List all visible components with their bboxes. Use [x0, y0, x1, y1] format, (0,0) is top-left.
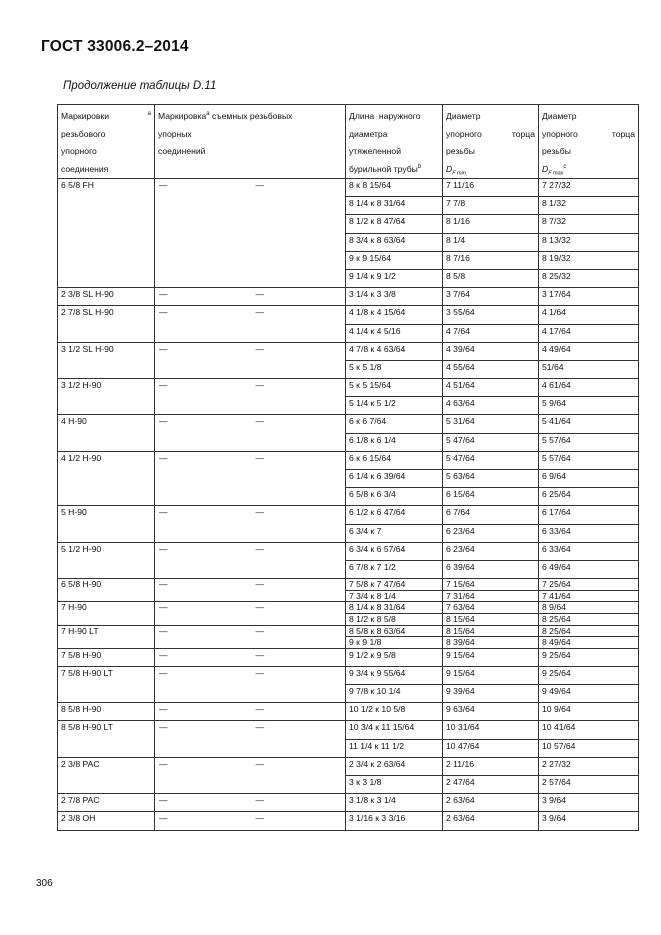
marking-cell: 7 H-90 LT — [58, 625, 155, 648]
dmin-cell: 8 7/16 — [443, 251, 539, 269]
dmin-cell: 6 15/64 — [443, 488, 539, 506]
table-row — [58, 415, 639, 433]
removable-marking-cell-2: — — [250, 579, 346, 602]
dmax-cell: 10 57/64 — [539, 739, 639, 757]
dmax-cell: 9 25/64 — [539, 666, 639, 684]
dmax-cell: 3 9/64 — [539, 794, 639, 812]
marking-cell: 6 5/8 H-90 — [58, 579, 155, 602]
table-row — [58, 721, 639, 739]
removable-marking-cell-2: — — [250, 602, 346, 625]
dmin-cell: 8 15/64 — [443, 613, 539, 625]
marking-cell: 8 5/8 H-90 LT — [58, 721, 155, 757]
dmax-cell: 5 41/64 — [539, 415, 639, 433]
dmax-cell: 3 9/64 — [539, 812, 639, 830]
dmax-cell: 9 49/64 — [539, 685, 639, 703]
removable-marking-cell-2: — — [250, 648, 346, 666]
length-cell: 10 3/4 к 11 15/64 — [346, 721, 443, 739]
footnote-a: а — [206, 111, 210, 118]
header-dmax — [539, 105, 639, 179]
length-cell: 11 1/4 к 11 1/2 — [346, 739, 443, 757]
dmin-cell: 9 15/64 — [443, 666, 539, 684]
dmin-cell: 3 55/64 — [443, 306, 539, 324]
header-marking-line3: упорного — [61, 146, 97, 156]
header-marking: Маркировки а резьбового упорного соединения — [58, 105, 155, 179]
header-removable-line2: упорных — [158, 128, 192, 139]
length-cell: 2 3/4 к 2 63/64 — [346, 757, 443, 775]
dmax-cell: 8 13/32 — [539, 233, 639, 251]
header-dmax-line1: Диаметр — [542, 111, 577, 121]
header-length-line3: утяжеленной — [349, 146, 401, 156]
length-cell: 6 5/8 к 6 3/4 — [346, 488, 443, 506]
header-removable-line1: Маркировка — [158, 111, 207, 121]
dmin-cell: 6 23/64 — [443, 524, 539, 542]
marking-cell: 3 1/2 SL H-90 — [58, 342, 155, 378]
marking-cell: 8 5/8 H-90 — [58, 703, 155, 721]
header-marking-line4: соединения — [61, 163, 109, 174]
dmax-cell: 4 1/64 — [539, 306, 639, 324]
dmax-cell: 51/64 — [539, 360, 639, 378]
dmin-cell: 2 63/64 — [443, 812, 539, 830]
table-row — [58, 179, 639, 197]
length-cell: 6 к 6 15/64 — [346, 451, 443, 469]
marking-cell: 2 3/8 SL H-90 — [58, 288, 155, 306]
removable-marking-cell: — — [155, 666, 250, 702]
dmin-cell: 5 47/64 — [443, 451, 539, 469]
length-cell: 6 7/8 к 7 1/2 — [346, 560, 443, 578]
header-length-line4: бурильной трубы — [349, 163, 418, 174]
removable-marking-cell-2: — — [250, 179, 346, 288]
thread-connection-table — [57, 104, 639, 831]
removable-marking-cell: — — [155, 579, 250, 602]
removable-marking-cell: — — [155, 342, 250, 378]
dmax-cell: 6 9/64 — [539, 470, 639, 488]
length-cell: 6 1/8 к 6 1/4 — [346, 433, 443, 451]
dmax-cell: 3 17/64 — [539, 288, 639, 306]
dmax-cell: 4 61/64 — [539, 379, 639, 397]
marking-cell: 7 5/8 H-90 — [58, 648, 155, 666]
dmin-cell: 8 1/16 — [443, 215, 539, 233]
dmin-cell: 4 51/64 — [443, 379, 539, 397]
removable-marking-cell: — — [155, 602, 250, 625]
dmin-cell: 6 7/64 — [443, 506, 539, 524]
length-cell: 9 7/8 к 10 1/4 — [346, 685, 443, 703]
length-cell: 8 1/4 к 8 31/64 — [346, 602, 443, 614]
removable-marking-cell: — — [155, 757, 250, 793]
dmin-cell: 3 7/64 — [443, 288, 539, 306]
marking-cell: 4 1/2 H-90 — [58, 451, 155, 506]
dmax-cell: 6 33/64 — [539, 542, 639, 560]
table-row — [58, 757, 639, 775]
dmax-cell: 6 33/64 — [539, 524, 639, 542]
dmin-subscript: F min — [452, 170, 466, 177]
table-row — [58, 379, 639, 397]
length-cell: 5 к 5 1/8 — [346, 360, 443, 378]
dmin-cell: 7 11/16 — [443, 179, 539, 197]
dmax-symbol: D — [542, 163, 549, 174]
dmax-cell: 10 9/64 — [539, 703, 639, 721]
length-cell: 9 1/2 к 9 5/8 — [346, 648, 443, 666]
length-cell: 4 7/8 к 4 63/64 — [346, 342, 443, 360]
dmax-cell: 6 17/64 — [539, 506, 639, 524]
length-cell: 3 к 3 1/8 — [346, 776, 443, 794]
dmin-cell: 4 39/64 — [443, 342, 539, 360]
removable-marking-cell-2: — — [250, 542, 346, 578]
dmax-cell: 8 25/32 — [539, 269, 639, 287]
removable-marking-cell: — — [155, 812, 250, 830]
removable-marking-cell-2: — — [250, 379, 346, 415]
header-dmin-line2: упорного торца — [446, 128, 535, 139]
length-cell: 9 1/4 к 9 1/2 — [346, 269, 443, 287]
marking-cell: 2 3/8 PAC — [58, 757, 155, 793]
marking-cell: 7 H-90 — [58, 602, 155, 625]
dmax-cell: 7 27/32 — [539, 179, 639, 197]
table-row — [58, 794, 639, 812]
dmax-subscript: F max — [548, 170, 564, 177]
header-removable-marking — [155, 105, 346, 179]
dmin-cell: 10 47/64 — [443, 739, 539, 757]
header-dmin — [443, 105, 539, 179]
removable-marking-cell: — — [155, 415, 250, 451]
removable-marking-cell: — — [155, 542, 250, 578]
length-cell: 6 3/4 к 7 — [346, 524, 443, 542]
page-number: 306 — [36, 878, 53, 889]
removable-marking-cell-2: — — [250, 812, 346, 830]
removable-marking-cell-2: — — [250, 342, 346, 378]
length-cell: 8 5/8 к 8 63/64 — [346, 625, 443, 637]
removable-marking-cell-2: — — [250, 666, 346, 702]
length-cell: 10 1/2 к 10 5/8 — [346, 703, 443, 721]
dmax-cell: 2 27/32 — [539, 757, 639, 775]
table-row — [58, 451, 639, 469]
removable-marking-cell-2: — — [250, 415, 346, 451]
dmax-cell: 7 25/64 — [539, 579, 639, 591]
length-cell: 8 3/4 к 8 63/64 — [346, 233, 443, 251]
removable-marking-cell-2: — — [250, 451, 346, 506]
dmax-cell: 8 1/32 — [539, 197, 639, 215]
dmax-cell: 8 49/64 — [539, 637, 639, 649]
dmin-cell: 9 39/64 — [443, 685, 539, 703]
marking-cell: 3 1/2 H-90 — [58, 379, 155, 415]
length-cell: 6 к 6 7/64 — [346, 415, 443, 433]
removable-marking-cell: — — [155, 288, 250, 306]
removable-marking-cell: — — [155, 306, 250, 342]
dmin-cell: 4 63/64 — [443, 397, 539, 415]
footnote-b: b — [417, 163, 422, 170]
dmin-cell: 10 31/64 — [443, 721, 539, 739]
length-cell: 6 1/2 к 6 47/64 — [346, 506, 443, 524]
marking-cell: 2 7/8 PAC — [58, 794, 155, 812]
table-continuation-caption: Продолжение таблицы D.11 — [63, 80, 217, 92]
dmax-cell: 6 25/64 — [539, 488, 639, 506]
length-cell: 4 1/8 к 4 15/64 — [346, 306, 443, 324]
dmin-cell: 2 63/64 — [443, 794, 539, 812]
header-length — [346, 105, 443, 179]
removable-marking-cell: — — [155, 451, 250, 506]
dmin-cell: 7 7/8 — [443, 197, 539, 215]
dmin-cell: 4 55/64 — [443, 360, 539, 378]
removable-marking-cell: — — [155, 794, 250, 812]
removable-marking-cell-2: — — [250, 625, 346, 648]
header-removable-line1b: съемных резьбовых — [209, 111, 293, 121]
dmax-cell: 5 57/64 — [539, 451, 639, 469]
header-removable-line3: соединений — [158, 146, 206, 156]
header-length-line1: Длина наружного — [349, 111, 421, 121]
dmax-cell: 5 9/64 — [539, 397, 639, 415]
header-marking-line1: Маркировки — [61, 111, 110, 121]
dmax-cell: 4 17/64 — [539, 324, 639, 342]
length-cell: 5 1/4 к 5 1/2 — [346, 397, 443, 415]
dmin-cell: 8 5/8 — [443, 269, 539, 287]
dmin-cell: 7 15/64 — [443, 579, 539, 591]
dmax-cell: 8 7/32 — [539, 215, 639, 233]
removable-marking-cell-2: — — [250, 794, 346, 812]
removable-marking-cell: — — [155, 179, 250, 288]
length-cell: 6 1/4 к 6 39/64 — [346, 470, 443, 488]
table-row — [58, 703, 639, 721]
length-cell: 7 5/8 к 7 47/64 — [346, 579, 443, 591]
dmin-cell: 9 15/64 — [443, 648, 539, 666]
header-dmin-line3: резьбы — [446, 146, 475, 156]
removable-marking-cell-2: — — [250, 506, 346, 542]
removable-marking-cell-2: — — [250, 288, 346, 306]
dmin-cell: 9 63/64 — [443, 703, 539, 721]
dmin-cell: 5 47/64 — [443, 433, 539, 451]
dmin-cell: 8 1/4 — [443, 233, 539, 251]
table-row — [58, 579, 639, 591]
dmin-cell: 7 63/64 — [443, 602, 539, 614]
removable-marking-cell-2: — — [250, 703, 346, 721]
dmax-cell: 2 57/64 — [539, 776, 639, 794]
table-row — [58, 506, 639, 524]
table-row — [58, 542, 639, 560]
dmin-cell: 6 23/64 — [443, 542, 539, 560]
length-cell: 7 3/4 к 8 1/4 — [346, 590, 443, 602]
length-cell: 6 3/4 к 6 57/64 — [346, 542, 443, 560]
removable-marking-cell: — — [155, 625, 250, 648]
table-row — [58, 812, 639, 830]
table-row — [58, 625, 639, 637]
marking-cell: 2 3/8 OH — [58, 812, 155, 830]
marking-cell: 5 1/2 H-90 — [58, 542, 155, 578]
dmin-symbol: D — [446, 163, 453, 174]
length-cell: 8 1/2 к 8 47/64 — [346, 215, 443, 233]
length-cell: 9 3/4 к 9 55/64 — [346, 666, 443, 684]
dmin-cell: 7 31/64 — [443, 590, 539, 602]
removable-marking-cell: — — [155, 648, 250, 666]
removable-marking-cell-2: — — [250, 721, 346, 757]
dmin-cell: 8 15/64 — [443, 625, 539, 637]
dmin-cell: 4 7/64 — [443, 324, 539, 342]
header-marking-line2: резьбового — [61, 128, 106, 139]
length-cell: 9 к 9 1/8 — [346, 637, 443, 649]
length-cell: 4 1/4 к 4 5/16 — [346, 324, 443, 342]
header-dmax-line2: упорного торца — [542, 128, 635, 139]
marking-cell: 7 5/8 H-90 LT — [58, 666, 155, 702]
length-cell: 9 к 9 15/64 — [346, 251, 443, 269]
dmax-cell: 9 25/64 — [539, 648, 639, 666]
dmin-cell: 5 63/64 — [443, 470, 539, 488]
table-row — [58, 306, 639, 324]
dmin-cell: 5 31/64 — [443, 415, 539, 433]
footnote-c: c — [563, 163, 567, 170]
dmax-cell: 10 41/64 — [539, 721, 639, 739]
table-row — [58, 666, 639, 684]
removable-marking-cell: — — [155, 721, 250, 757]
table-header-row — [58, 105, 639, 179]
dmax-cell: 6 49/64 — [539, 560, 639, 578]
dmin-cell: 2 11/16 — [443, 757, 539, 775]
dmax-cell: 8 9/64 — [539, 602, 639, 614]
dmax-cell: 4 49/64 — [539, 342, 639, 360]
table-row — [58, 288, 639, 306]
dmin-cell: 8 39/64 — [443, 637, 539, 649]
dmax-cell: 7 41/64 — [539, 590, 639, 602]
dmax-cell: 8 25/64 — [539, 625, 639, 637]
dmax-cell: 5 57/64 — [539, 433, 639, 451]
removable-marking-cell-2: — — [250, 757, 346, 793]
dmax-cell: 8 25/64 — [539, 613, 639, 625]
table-row — [58, 648, 639, 666]
length-cell: 3 1/16 к 3 3/16 — [346, 812, 443, 830]
length-cell: 3 1/8 к 3 1/4 — [346, 794, 443, 812]
table-row — [58, 602, 639, 614]
header-dmax-line3: резьбы — [542, 146, 571, 156]
removable-marking-cell-2: — — [250, 306, 346, 342]
dmin-cell: 2 47/64 — [443, 776, 539, 794]
marking-cell: 6 5/8 FH — [58, 179, 155, 288]
removable-marking-cell: — — [155, 506, 250, 542]
marking-cell: 2 7/8 SL H-90 — [58, 306, 155, 342]
marking-cell: 4 H-90 — [58, 415, 155, 451]
header-length-line2: диаметра — [349, 128, 388, 139]
document-title: ГОСТ 33006.2–2014 — [41, 38, 189, 55]
dmax-cell: 8 19/32 — [539, 251, 639, 269]
length-cell: 8 1/4 к 8 31/64 — [346, 197, 443, 215]
length-cell: 3 1/4 к 3 3/8 — [346, 288, 443, 306]
removable-marking-cell: — — [155, 703, 250, 721]
table-row — [58, 342, 639, 360]
length-cell: 8 к 8 15/64 — [346, 179, 443, 197]
removable-marking-cell: — — [155, 379, 250, 415]
header-dmin-line1: Диаметр — [446, 111, 481, 121]
length-cell: 8 1/2 к 8 5/8 — [346, 613, 443, 625]
marking-cell: 5 H-90 — [58, 506, 155, 542]
length-cell: 5 к 5 15/64 — [346, 379, 443, 397]
dmin-cell: 6 39/64 — [443, 560, 539, 578]
